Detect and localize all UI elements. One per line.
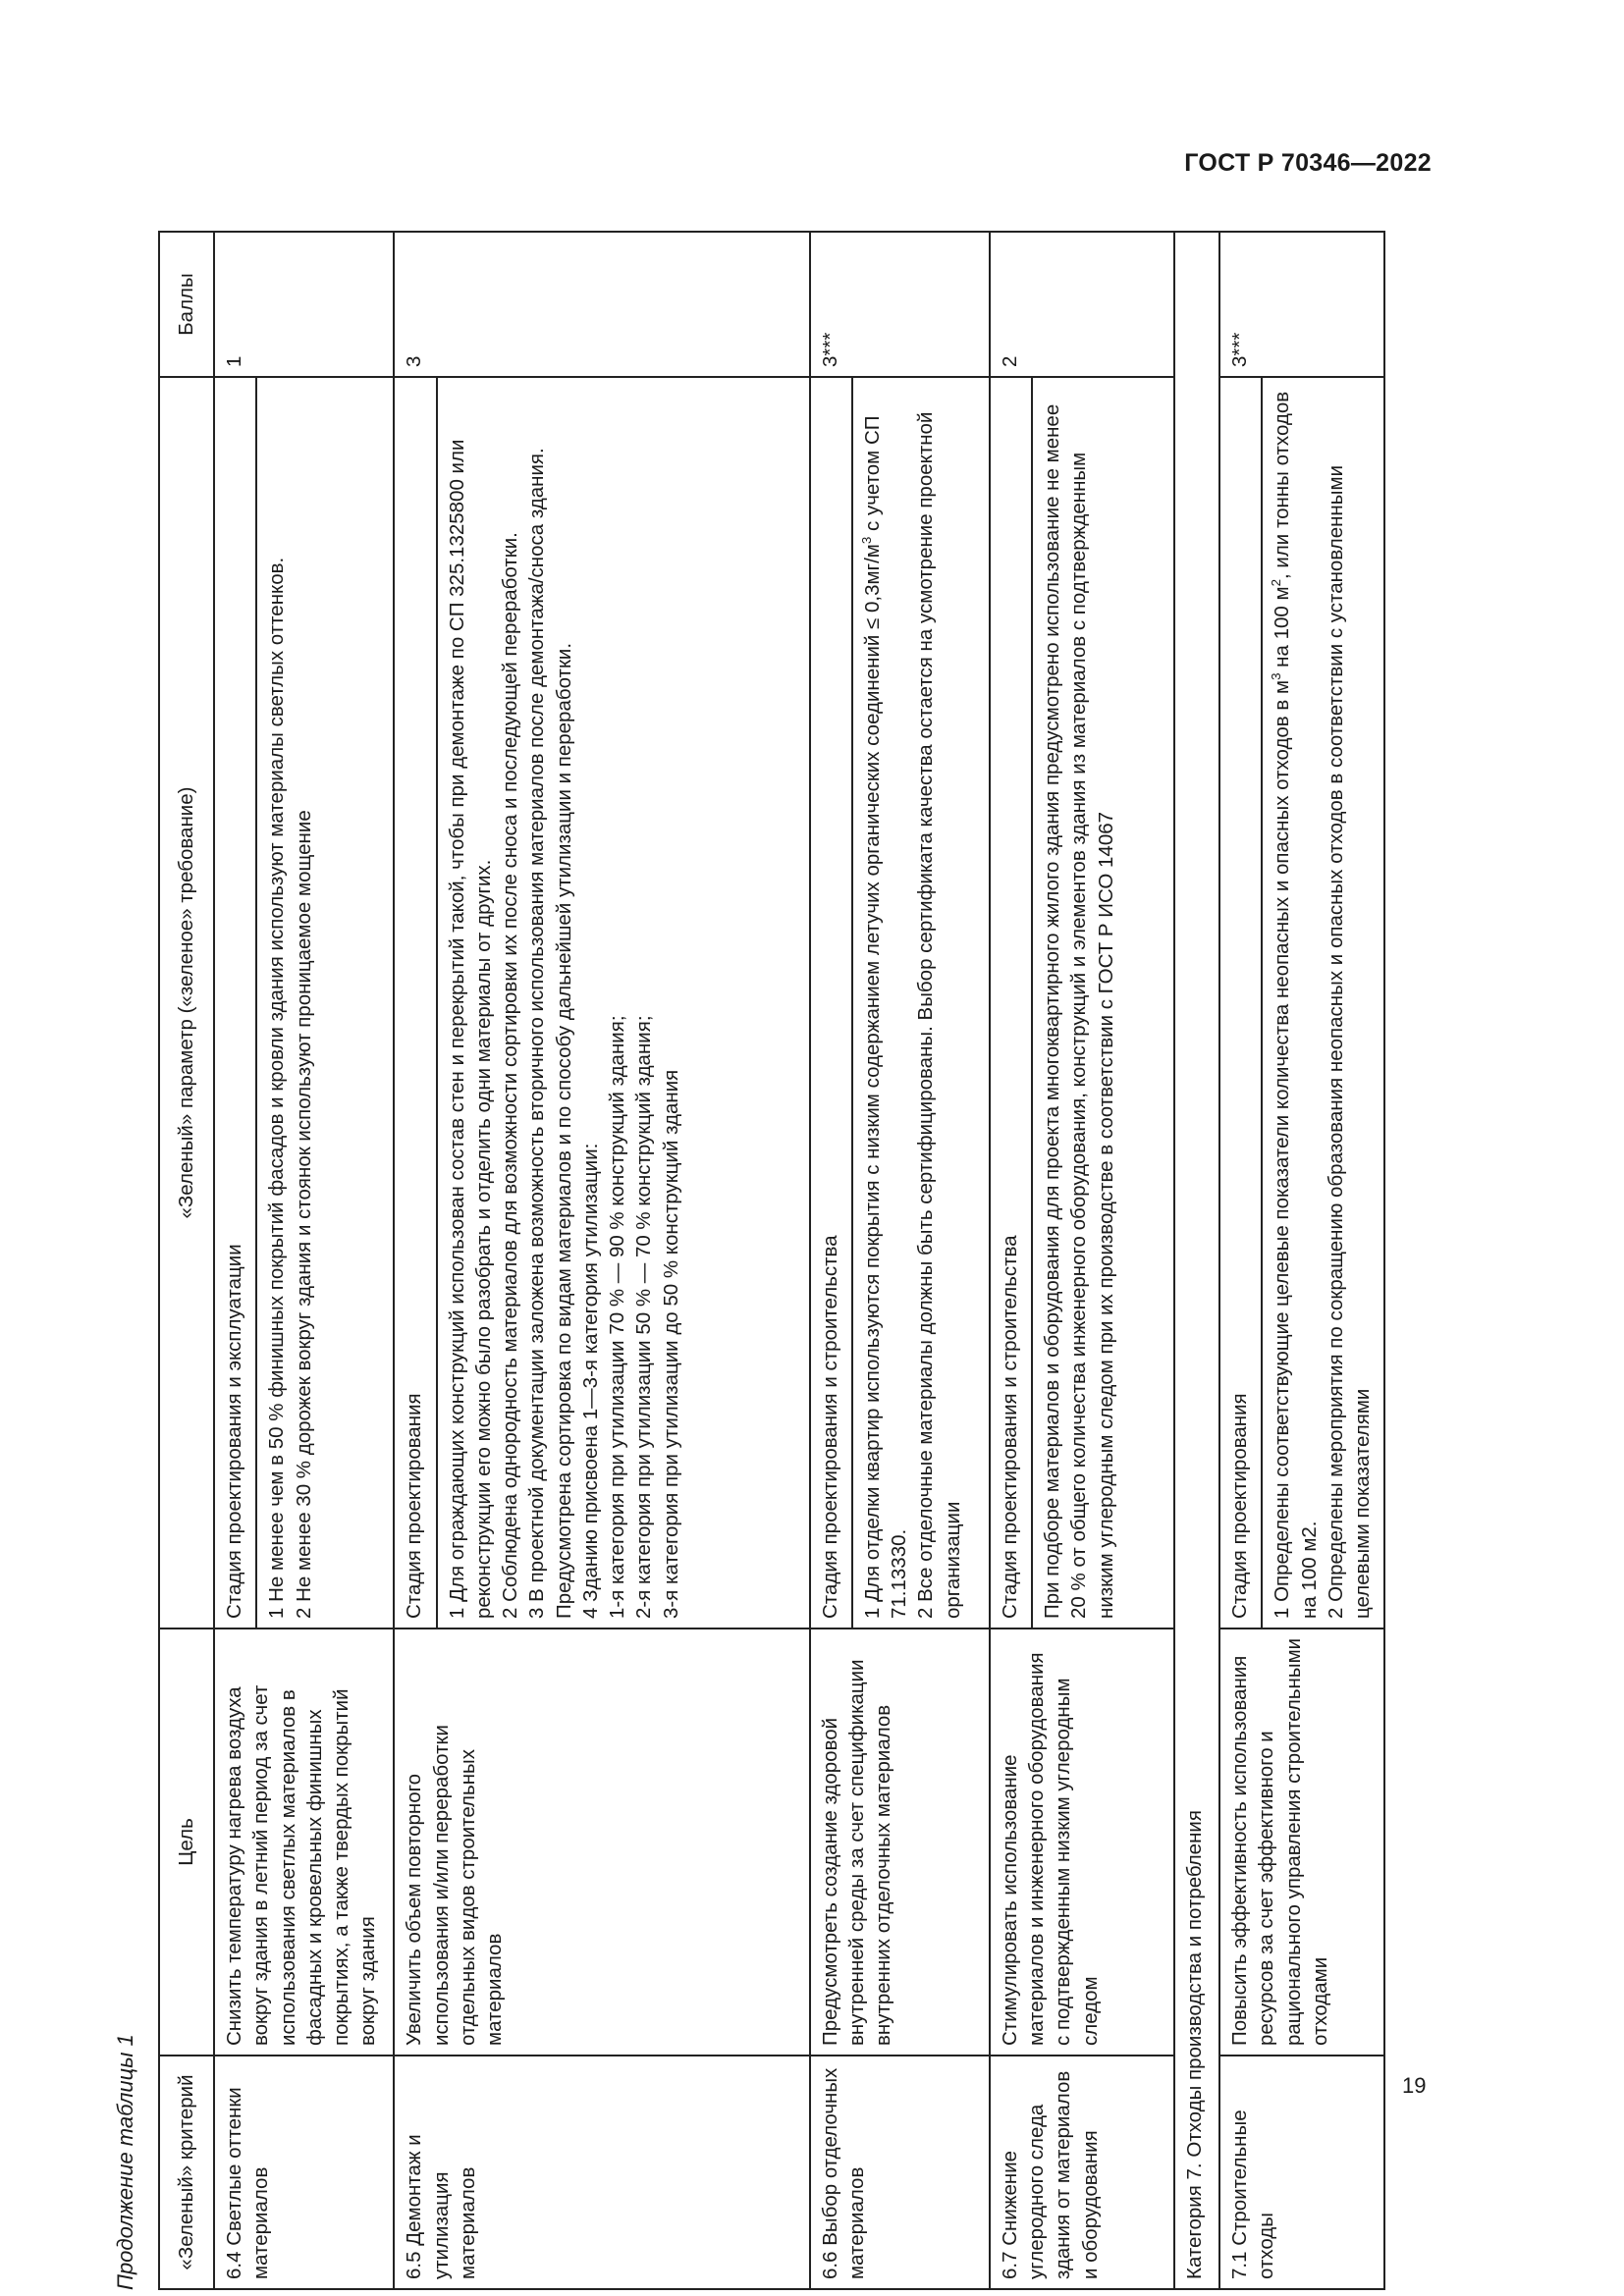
superscript: 3 (858, 536, 874, 545)
goal-cell: Предусмотреть создание здоровой внутренней среды за счет спецификации внутренних отделочных материалов (810, 1629, 990, 2056)
rotated-table-area (113, 233, 1374, 2290)
parameter-line: 3 В проектной документации заложена возможность вторичного использования материалов после демонтажа/сноса здания. Предусмотрена сортировка по видам материалов и по способу дальнейшей утилизации и переработки. (525, 448, 575, 1619)
goal-cell: Увеличить объем повторного использования и/или переработки отдельных видов строительных материалов (394, 1629, 809, 2056)
table-row (810, 232, 852, 2289)
header-parameter: «Зеленый» параметр («зеленое» требование) (159, 377, 214, 1629)
table-row (394, 232, 436, 2289)
parameter-text: 1 Для отделки квартир используются покрытия с низким содержанием летучих органических соединений ≤ 0,3мг/м (860, 544, 884, 1619)
parameter-line: 1 Для ограждающих конструкций использован состав стен и перекрытий такой, чтобы при демонтаже по СП 325.1325800 или реконструкции его можно было разобрать и отделить одни материалы от других. (445, 439, 495, 1619)
parameter-line: 1 Не менее чем в 50 % финишных покрытий фасадов и кровли здания используют материалы светлых оттенков. (265, 557, 289, 1619)
parameter-text: на 100 м (1271, 586, 1294, 673)
parameter-line: 4 Зданию присвоена 1—3-я категория утилизации: (578, 1143, 602, 1619)
parameter-line: 2 Не менее 30 % дорожек вокруг здания и стоянок используют проницаемое мощение (292, 810, 315, 1619)
parameter-cell (1262, 377, 1384, 1629)
criterion-cell: 6.7 Снижение углеродного следа здания от материалов и оборудования (990, 2056, 1174, 2289)
criterion-cell: 7.1 Строительные отходы (1219, 2056, 1384, 2289)
parameter-text: с учетом СП 71.13330. (860, 415, 910, 1619)
stage-cell: Стадия проектирования (394, 377, 436, 1629)
score-cell: 3 (394, 232, 809, 377)
header-criterion: «Зеленый» критерий (159, 2056, 214, 2289)
stage-cell: Стадия проектирования и строительства (810, 377, 852, 1629)
parameter-line: 2 Соблюдена однородность материалов для возможности сортировки их после сноса и последующей переработки. (499, 532, 521, 1619)
stage-cell: Стадия проектирования (1219, 377, 1262, 1629)
parameter-text: , или тонны отходов на 100 м2. (1271, 391, 1321, 1619)
score-cell: 1 (214, 232, 394, 377)
category-row (1174, 232, 1219, 2289)
table-header-row (159, 232, 214, 2289)
table-row (990, 232, 1032, 2289)
stage-cell: Стадия проектирования и эксплуатации (214, 377, 256, 1629)
criterion-cell: 6.5 Демонтаж и утилизация материалов (394, 2056, 809, 2289)
criterion-cell: 6.4 Светлые оттенки материалов (214, 2056, 394, 2289)
parameter-line (1269, 386, 1323, 1619)
table-caption: Продолжение таблицы 1 (113, 2034, 137, 2290)
stage-cell: Стадия проектирования и строительства (990, 377, 1032, 1629)
parameter-cell (852, 377, 990, 1629)
score-cell: 2 (990, 232, 1174, 377)
score-cell: 3*** (1219, 232, 1384, 377)
parameter-cell (256, 377, 394, 1629)
score-cell: 3*** (810, 232, 990, 377)
parameter-line: 2 Определены мероприятия по сокращению образования неопасных и опасных отходов в соответствии с установленными целевыми показателями (1324, 464, 1374, 1619)
parameter-line: При подборе материалов и оборудования для проекта многоквартирного жилого здания предусмотрено использование не менее 20 % от общего количества инженерного оборудования, конструкций и элементов здания из материалов с подтвержденным низким углеродным следом при их производстве в соответствии с ГОСТ Р ИСО 14067 (1041, 403, 1117, 1619)
green-criteria-table (158, 231, 1385, 2290)
header-goal: Цель (159, 1629, 214, 2056)
header-score: Баллы (159, 232, 214, 377)
parameter-cell (1032, 377, 1174, 1629)
document-code: ГОСТ Р 70346—2022 (1184, 149, 1432, 177)
parameter-cell (437, 377, 810, 1629)
parameter-line: 3-я категория при утилизации до 50 % конструкций здания (659, 1069, 682, 1619)
page-number: 19 (1402, 2073, 1427, 2098)
goal-cell: Повысить эффективность использования ресурсов за счет эффективного и рационального управления строительными отходами (1219, 1629, 1384, 2056)
goal-cell: Стимулировать использование материалов и инженерного оборудования с подтвержденным низким углеродным следом (990, 1629, 1174, 2056)
superscript: 2 (1269, 579, 1284, 587)
parameter-line: 2-я категория при утилизации 50 % — 70 % конструкций здания; (632, 1015, 656, 1619)
goal-cell: Снизить температуру нагрева воздуха вокруг здания в летний период за счет использования светлых материалов в фасадных и кровельных финишных покрытиях, а также твердых покрытий вокруг здания (214, 1629, 394, 2056)
superscript: 3 (1269, 672, 1284, 680)
table-row (1219, 232, 1262, 2289)
parameter-line (859, 386, 913, 1619)
parameter-line: 2 Все отделочные материалы должны быть сертифицированы. Выбор сертификата качества остается на усмотрение проектной организации (914, 411, 964, 1619)
category-title: Категория 7. Отходы производства и потребления (1174, 232, 1219, 2289)
parameter-line: 1-я категория при утилизации 70 % — 90 % конструкций здания; (606, 1015, 628, 1619)
parameter-text: 1 Определены соответствующие целевые показатели количества неопасных и опасных отходов в м (1271, 679, 1294, 1619)
criterion-cell: 6.6 Выбор отделочных материалов (810, 2056, 990, 2289)
table-row (214, 232, 256, 2289)
